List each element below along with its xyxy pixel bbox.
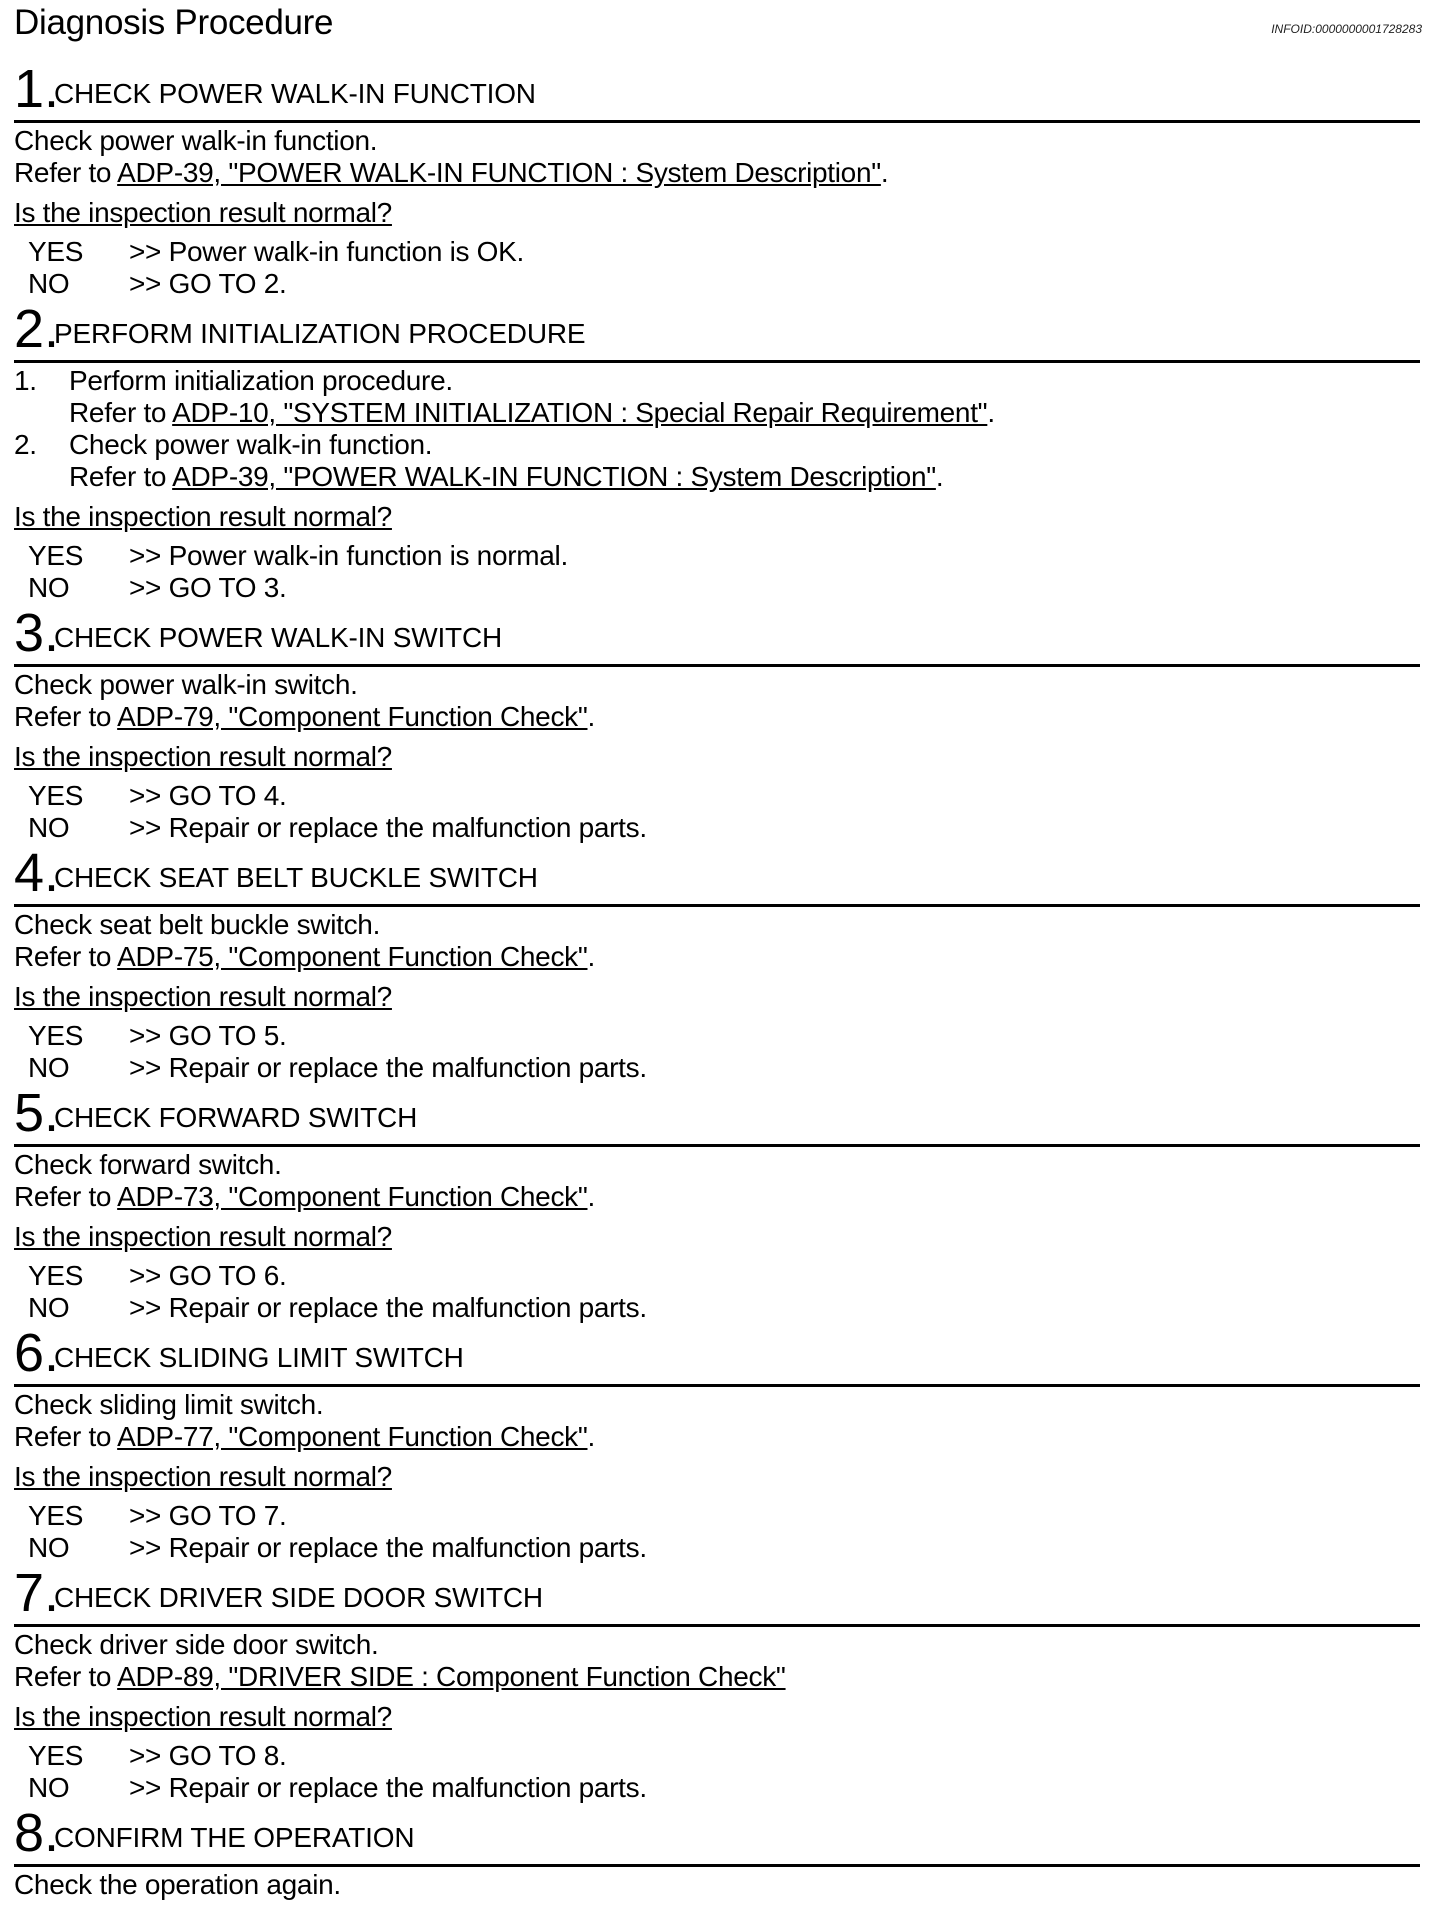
no-label: NO	[28, 1052, 70, 1083]
reference-link[interactable]: ADP-77, "Component Function Check"	[117, 1421, 588, 1452]
inspection-question: Is the inspection result normal?	[14, 1701, 392, 1732]
refer-suffix: .	[587, 701, 595, 732]
step-4	[14, 844, 1420, 1084]
refer-suffix: .	[587, 1421, 595, 1452]
step-body	[14, 1627, 1420, 1804]
step-body	[14, 907, 1420, 1084]
reference-link[interactable]: ADP-39, "POWER WALK-IN FUNCTION : System Description"	[117, 157, 881, 188]
no-label: NO	[28, 268, 70, 299]
refer-prefix: Refer to	[14, 701, 118, 732]
instruction-line	[14, 1869, 1420, 1901]
yes-action: >> GO TO 4.	[129, 780, 287, 811]
numbered-item	[14, 429, 1420, 493]
step-title: CHECK SEAT BELT BUCKLE SWITCH	[54, 862, 538, 893]
step-number: 1.	[14, 59, 60, 119]
instruction-text: Check the operation again.	[14, 1869, 341, 1900]
instruction-text: Check sliding limit switch.	[14, 1389, 324, 1420]
no-branch	[14, 1052, 1420, 1084]
yes-branch	[14, 780, 1420, 812]
step-title: CHECK POWER WALK-IN FUNCTION	[54, 78, 536, 109]
step-title: CONFIRM THE OPERATION	[54, 1822, 415, 1853]
step-number: 7.	[14, 1563, 60, 1623]
refer-prefix: Refer to	[14, 1181, 118, 1212]
yes-branch	[14, 1500, 1420, 1532]
no-label: NO	[28, 812, 70, 843]
reference-line	[14, 1661, 1420, 1693]
no-label: NO	[28, 572, 70, 603]
no-action: >> GO TO 2.	[129, 268, 287, 299]
yes-label: YES	[28, 540, 84, 571]
reference-line	[14, 1421, 1420, 1453]
yes-label: YES	[28, 1260, 84, 1291]
yes-action: >> GO TO 5.	[129, 1020, 287, 1051]
step-5	[14, 1084, 1420, 1324]
yes-label: YES	[28, 1020, 84, 1051]
info-id: INFOID:0000000001728283	[1271, 22, 1422, 36]
step-body	[14, 1387, 1420, 1564]
no-action: >> Repair or replace the malfunction parts.	[129, 812, 647, 843]
refer-suffix: .	[587, 941, 595, 972]
no-label: NO	[28, 1532, 70, 1563]
yes-branch	[14, 1020, 1420, 1052]
step-header	[14, 844, 1420, 907]
procedure-steps	[14, 60, 1420, 1901]
no-label: NO	[28, 1772, 70, 1803]
step-body	[14, 667, 1420, 844]
step-header	[14, 1084, 1420, 1147]
no-action: >> Repair or replace the malfunction parts.	[129, 1532, 647, 1563]
yes-branch	[14, 1260, 1420, 1292]
reference-link[interactable]: ADP-75, "Component Function Check"	[117, 941, 588, 972]
inspection-question: Is the inspection result normal?	[14, 1221, 392, 1252]
instruction-line	[14, 125, 1420, 157]
reference-line	[14, 1181, 1420, 1213]
step-1	[14, 60, 1420, 300]
instruction-text: Check seat belt buckle switch.	[14, 909, 381, 940]
numbered-item	[14, 365, 1420, 429]
inspection-question: Is the inspection result normal?	[14, 741, 392, 772]
yes-branch	[14, 540, 1420, 572]
refer-prefix: Refer to	[14, 1661, 118, 1692]
step-number: 3.	[14, 603, 60, 663]
no-branch	[14, 1772, 1420, 1804]
refer-prefix: Refer to	[69, 461, 173, 492]
step-body	[14, 363, 1420, 604]
instruction-line	[14, 909, 1420, 941]
item-number: 2.	[14, 429, 37, 460]
step-6	[14, 1324, 1420, 1564]
yes-action: >> GO TO 6.	[129, 1260, 287, 1291]
inspection-question: Is the inspection result normal?	[14, 981, 392, 1012]
step-body	[14, 1147, 1420, 1324]
step-body	[14, 123, 1420, 300]
reference-line	[14, 157, 1420, 189]
yes-action: >> Power walk-in function is normal.	[129, 540, 568, 571]
instruction-line	[14, 1149, 1420, 1181]
step-2	[14, 300, 1420, 604]
item-content	[14, 365, 1420, 429]
instruction-text: Check forward switch.	[14, 1149, 282, 1180]
no-action: >> GO TO 3.	[129, 572, 287, 603]
step-8	[14, 1804, 1420, 1901]
step-header	[14, 60, 1420, 123]
refer-prefix: Refer to	[14, 157, 118, 188]
reference-link[interactable]: ADP-73, "Component Function Check"	[117, 1181, 588, 1212]
reference-line	[69, 397, 1420, 429]
refer-prefix: Refer to	[14, 941, 118, 972]
no-label: NO	[28, 1292, 70, 1323]
step-header	[14, 1804, 1420, 1867]
no-branch	[14, 572, 1420, 604]
step-3	[14, 604, 1420, 844]
instruction-line	[14, 1389, 1420, 1421]
instruction-line	[14, 669, 1420, 701]
step-header	[14, 1564, 1420, 1627]
step-title: PERFORM INITIALIZATION PROCEDURE	[54, 318, 586, 349]
yes-action: >> GO TO 7.	[129, 1500, 287, 1531]
step-title: CHECK SLIDING LIMIT SWITCH	[54, 1342, 464, 1373]
no-action: >> Repair or replace the malfunction parts.	[129, 1292, 647, 1323]
yes-branch	[14, 1740, 1420, 1772]
step-title: CHECK FORWARD SWITCH	[54, 1102, 418, 1133]
reference-link[interactable]: ADP-79, "Component Function Check"	[117, 701, 588, 732]
yes-label: YES	[28, 1740, 84, 1771]
step-7	[14, 1564, 1420, 1804]
step-header	[14, 300, 1420, 363]
item-text: Check power walk-in function.	[69, 429, 433, 460]
inspection-question: Is the inspection result normal?	[14, 197, 392, 228]
yes-action: >> Power walk-in function is OK.	[129, 236, 525, 267]
reference-line	[14, 701, 1420, 733]
step-body	[14, 1867, 1420, 1901]
refer-prefix: Refer to	[69, 397, 173, 428]
inspection-question: Is the inspection result normal?	[14, 501, 392, 532]
reference-link[interactable]: ADP-39, "POWER WALK-IN FUNCTION : System Description"	[172, 461, 936, 492]
instruction-line	[14, 1629, 1420, 1661]
yes-action: >> GO TO 8.	[129, 1740, 287, 1771]
step-header	[14, 1324, 1420, 1387]
yes-label: YES	[28, 1500, 84, 1531]
item-number: 1.	[14, 365, 37, 396]
refer-prefix: Refer to	[14, 1421, 118, 1452]
page-title: Diagnosis Procedure	[14, 3, 334, 42]
step-title: CHECK DRIVER SIDE DOOR SWITCH	[54, 1582, 543, 1613]
instruction-text: Check power walk-in switch.	[14, 669, 358, 700]
no-branch	[14, 268, 1420, 300]
yes-label: YES	[28, 236, 84, 267]
reference-link[interactable]: ADP-89, "DRIVER SIDE : Component Function Check"	[117, 1661, 786, 1692]
yes-label: YES	[28, 780, 84, 811]
refer-suffix: .	[935, 461, 944, 492]
no-branch	[14, 1532, 1420, 1564]
step-number: 5.	[14, 1083, 60, 1143]
step-header	[14, 604, 1420, 667]
item-content	[14, 429, 1420, 493]
reference-link[interactable]: ADP-10, "SYSTEM INITIALIZATION : Special Repair Requirement"	[172, 397, 988, 428]
refer-suffix: .	[880, 157, 889, 188]
instruction-text: Check power walk-in function.	[14, 125, 378, 156]
no-branch	[14, 1292, 1420, 1324]
instruction-text: Check driver side door switch.	[14, 1629, 379, 1660]
no-action: >> Repair or replace the malfunction parts.	[129, 1772, 647, 1803]
refer-suffix: .	[987, 397, 995, 428]
refer-suffix: .	[587, 1181, 595, 1212]
step-number: 6.	[14, 1323, 60, 1383]
inspection-question: Is the inspection result normal?	[14, 1461, 392, 1492]
step-number: 4.	[14, 843, 60, 903]
step-number: 2.	[14, 299, 60, 359]
no-branch	[14, 812, 1420, 844]
reference-line	[69, 461, 1420, 493]
step-title: CHECK POWER WALK-IN SWITCH	[54, 622, 502, 653]
yes-branch	[14, 236, 1420, 268]
reference-line	[14, 941, 1420, 973]
item-text: Perform initialization procedure.	[69, 365, 453, 396]
no-action: >> Repair or replace the malfunction parts.	[129, 1052, 647, 1083]
step-number: 8.	[14, 1803, 60, 1863]
